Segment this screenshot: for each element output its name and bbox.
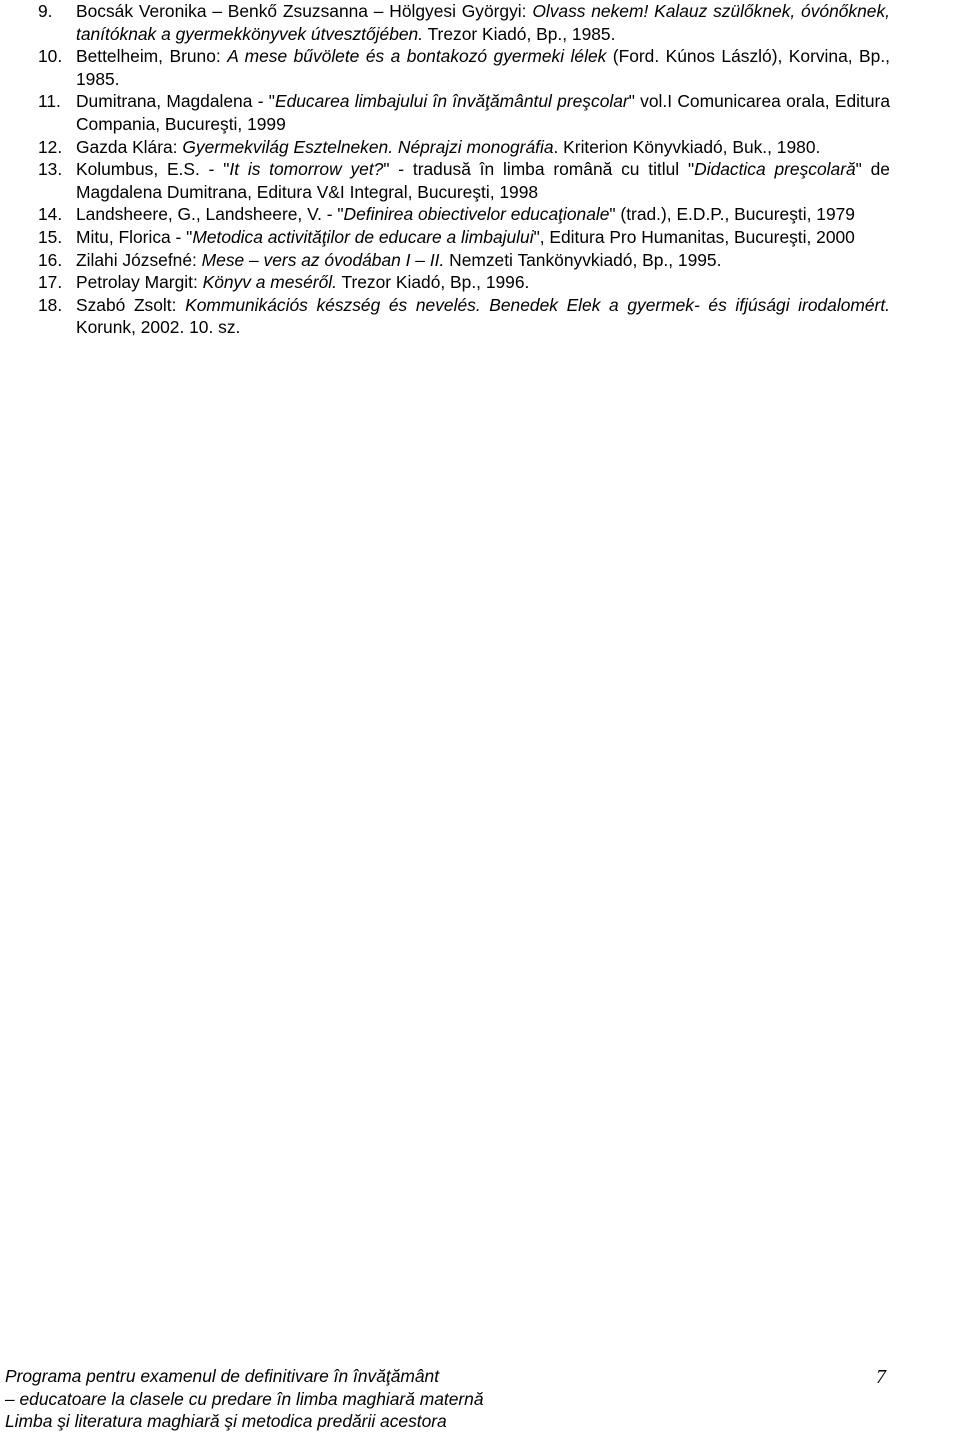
reference-item (0, 226, 960, 249)
reference-text: Nemzeti Tankönyvkiadó, Bp., 1995. (444, 249, 722, 270)
reference-number: 16. (38, 249, 63, 270)
reference-title: Educarea limbajului în învăţământul preşcolar (274, 91, 629, 112)
reference-text: Gazda Klára: (76, 136, 183, 157)
reference-item (0, 0, 960, 45)
reference-text: " vol.I Comunicarea orala, Editura Compania, Bucureşti, 1999 (76, 91, 890, 134)
page-number: 7 (876, 1366, 886, 1388)
reference-title: Könyv a meséről. (202, 272, 337, 293)
reference-text: " - tradusă în limba română cu titlul " (383, 159, 695, 180)
reference-number: 10. (38, 46, 63, 67)
reference-text: Petrolay Margit: (76, 272, 203, 293)
reference-title: Definirea obiectivelor educaţionale (343, 204, 610, 225)
reference-text: Bettelheim, Bruno: (76, 46, 228, 67)
reference-text: Szabó Zsolt: (76, 294, 186, 315)
reference-text: Mitu, Florica - " (76, 226, 193, 247)
reference-number: 15. (38, 226, 63, 247)
reference-text: Landsheere, G., Landsheere, V. - " (76, 204, 344, 225)
reference-title: Gyermekvilág Esztelneken. Néprajzi monográfia (182, 136, 554, 157)
reference-item (0, 294, 960, 339)
reference-item (0, 45, 960, 90)
reference-text: . Kriterion Könyvkiadó, Buk., 1980. (553, 136, 821, 157)
reference-item (0, 90, 960, 135)
reference-item (0, 136, 960, 159)
reference-title: Olvass nekem! Kalauz szülőknek, óvónőknek, tanítóknak a gyermekkönyvek útvesztőjében. (76, 1, 890, 44)
reference-list (0, 0, 960, 339)
reference-text: Bocsák Veronika – Benkő Zsuzsanna – Hölgyesi Györgyi: (76, 1, 533, 21)
reference-text: ", Editura Pro Humanitas, Bucureşti, 2000 (533, 226, 855, 247)
reference-number: 9. (38, 1, 53, 21)
reference-title: It is tomorrow yet? (229, 159, 384, 180)
reference-text: Trezor Kiadó, Bp., 1985. (423, 23, 616, 44)
reference-text: " (trad.), E.D.P., Bucureşti, 1979 (609, 204, 855, 225)
reference-text: (Ford. Kúnos László), Korvina, Bp., 1985. (76, 46, 890, 89)
reference-text: Trezor Kiadó, Bp., 1996. (336, 272, 530, 293)
reference-item (0, 203, 960, 226)
reference-number: 18. (38, 294, 63, 315)
reference-title: A mese bűvölete és a bontakozó gyermeki lélek (227, 46, 607, 67)
reference-item (0, 271, 960, 294)
reference-title: Metodica activităţilor de educare a limbajului (192, 226, 534, 247)
reference-title: Kommunikációs készség és nevelés. Benedek Elek a gyermek- és ifjúsági irodalomért. (185, 294, 890, 315)
footer-line-2: – educatoare la clasele cu predare în limba maghiară maternă (5, 1388, 484, 1409)
reference-text: " de Magdalena Dumitrana, Editura V&I Integral, Bucureşti, 1998 (76, 159, 890, 202)
reference-number: 12. (38, 136, 63, 157)
reference-text: Korunk, 2002. 10. sz. (76, 317, 241, 338)
reference-number: 14. (38, 204, 63, 225)
reference-text: Dumitrana, Magdalena - " (76, 91, 275, 112)
reference-number: 13. (38, 159, 63, 180)
reference-title: Didactica preşcolară (694, 159, 856, 180)
reference-item (0, 158, 960, 203)
reference-number: 17. (38, 272, 63, 293)
reference-text: Kolumbus, E.S. - " (76, 159, 230, 180)
reference-number: 11. (38, 91, 61, 112)
reference-title: Mese – vers az óvodában I – II. (201, 249, 445, 270)
footer-line-3: Limba şi literatura maghiară şi metodica predării acestora (5, 1411, 447, 1432)
page-footer (5, 1365, 885, 1433)
reference-text: Zilahi Józsefné: (76, 249, 202, 270)
reference-item (0, 249, 960, 272)
footer-line-1: Programa pentru examenul de definitivare în învăţământ (5, 1366, 440, 1386)
